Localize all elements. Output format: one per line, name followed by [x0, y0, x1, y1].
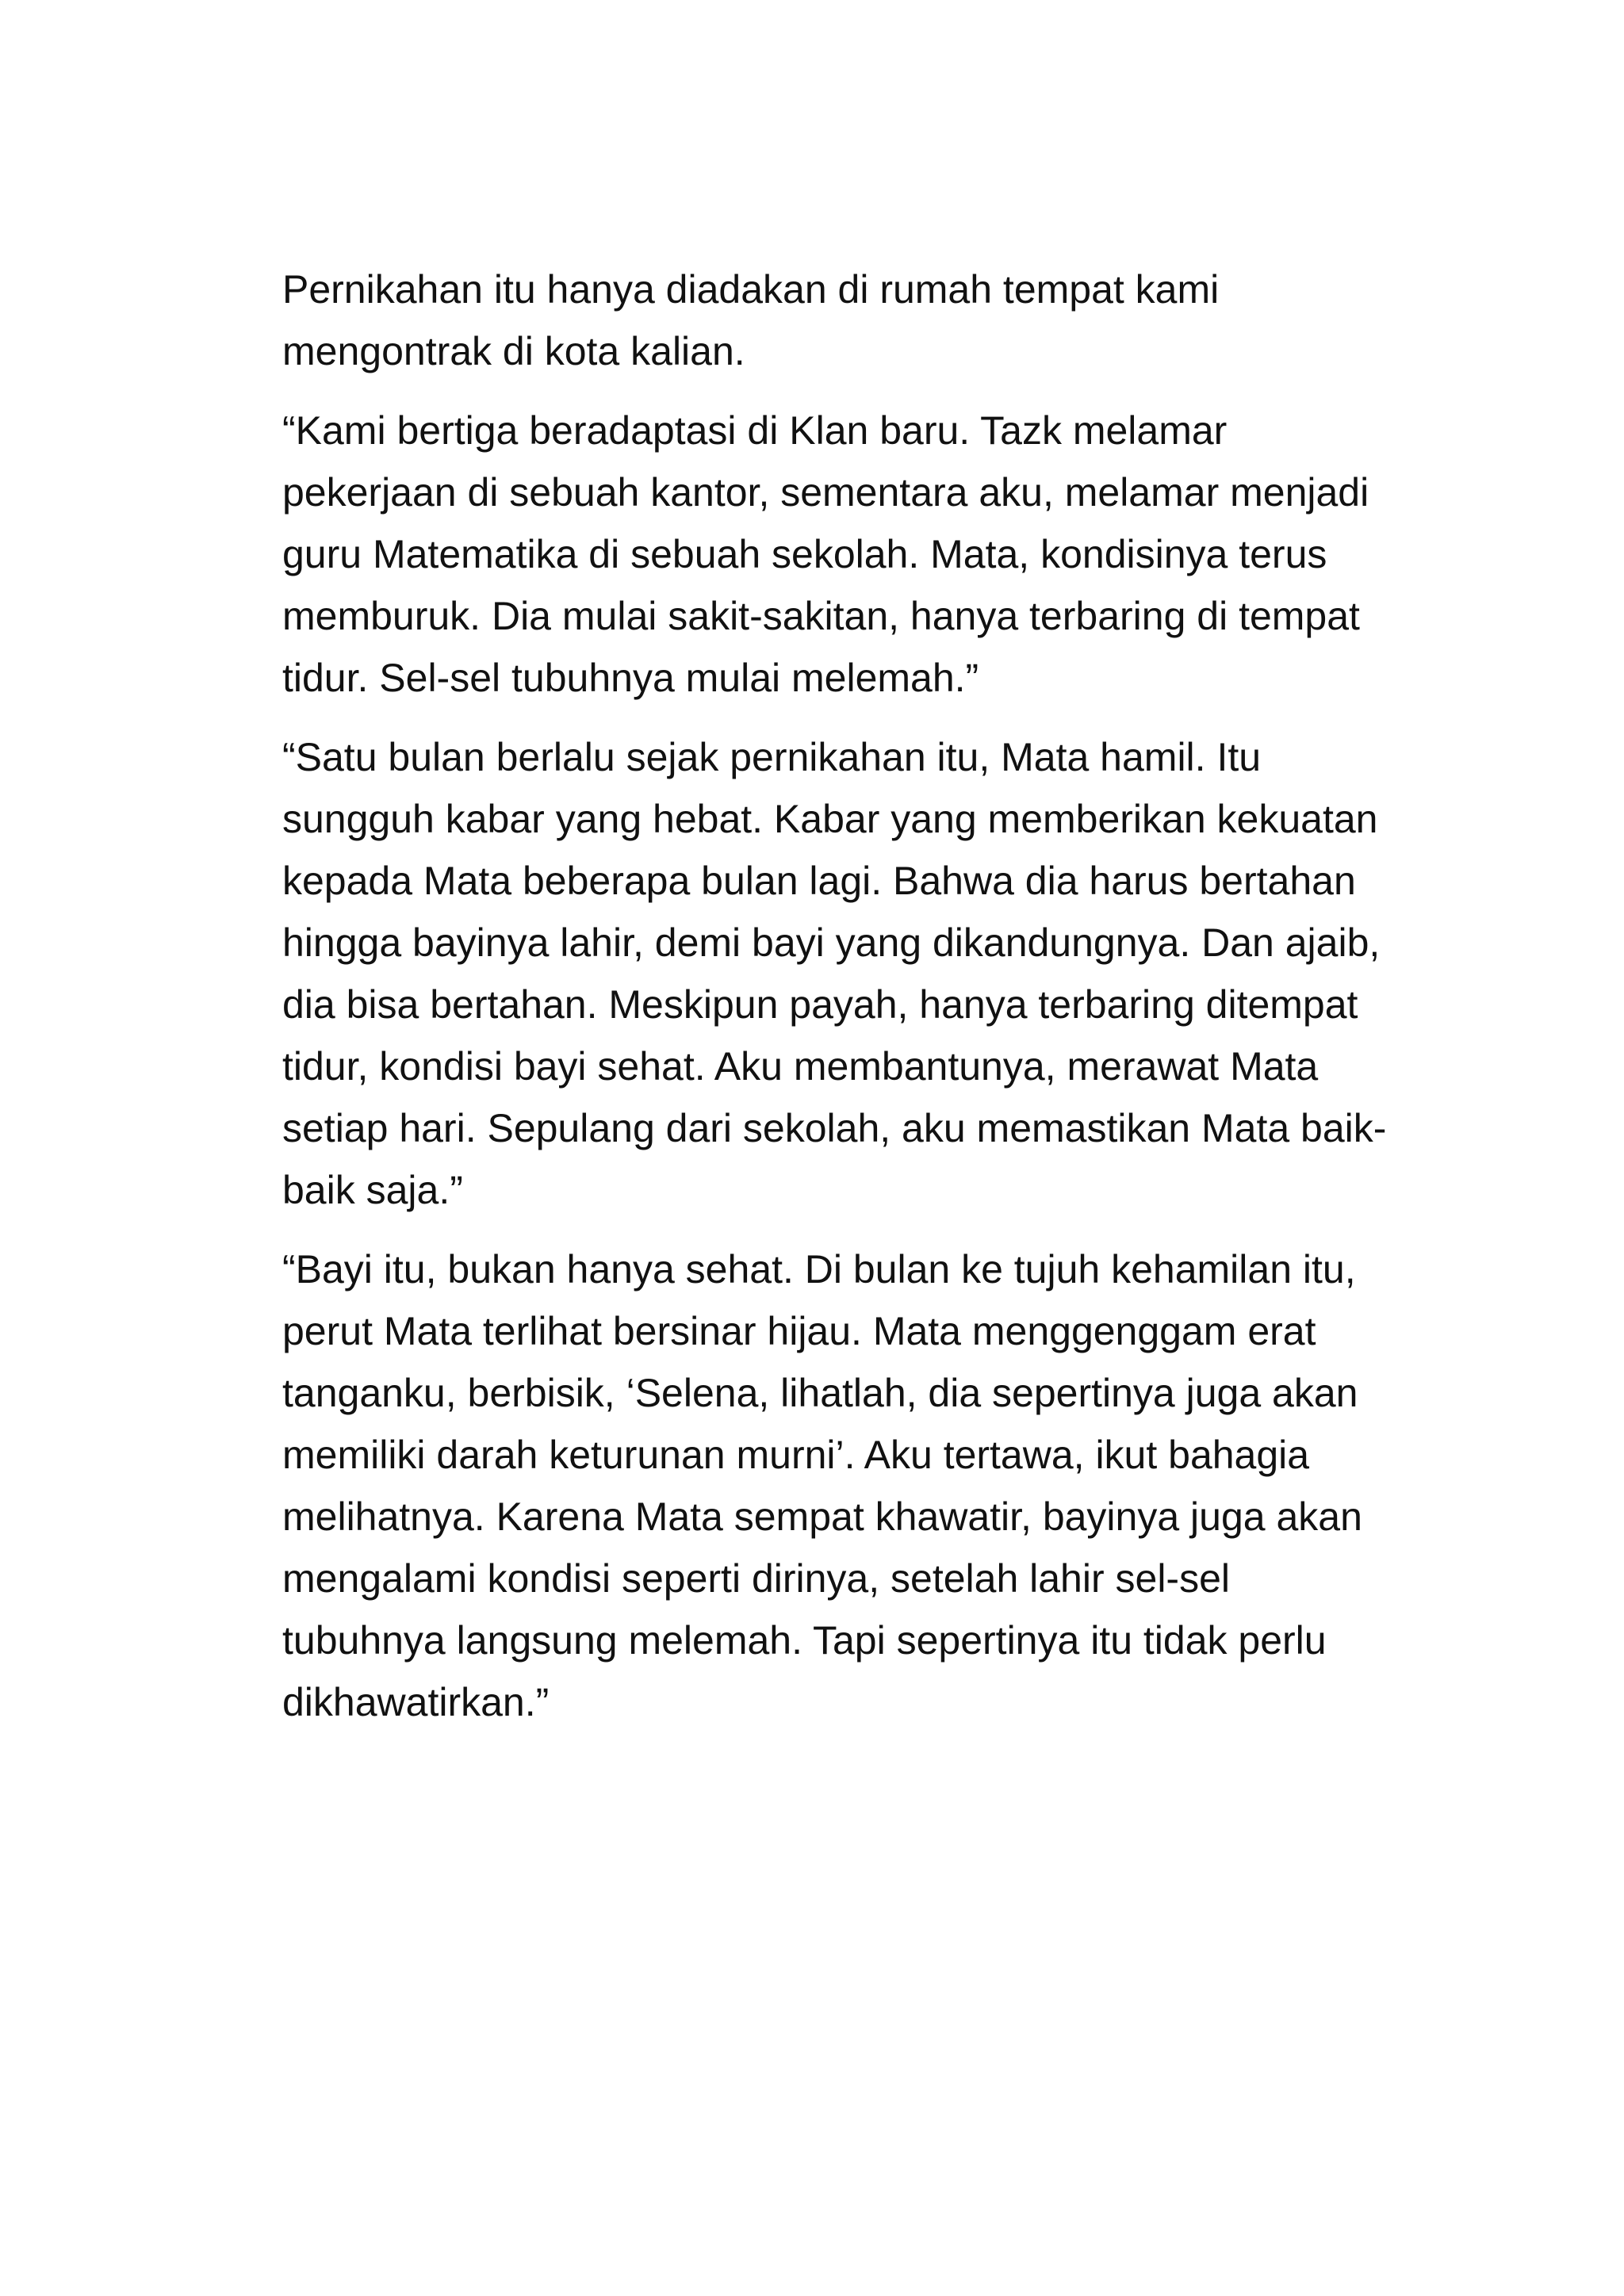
paragraph-3: “Satu bulan berlalu sejak pernikahan itu, Mata hamil. Itu sungguh kabar yang hebat. Kabar yang memberikan kekuatan kepada Mata beberapa bulan lagi. Bahwa dia harus bertahan hingga bayinya lahir, demi bayi yang dikandungnya. Dan ajaib, dia bisa bertahan. Meskipun payah, hanya terbaring ditempat tidur, kondisi bayi sehat. Aku membantunya, merawat Mata setiap hari. Sepulang dari sekolah, aku memastikan Mata baik-baik saja.” — [282, 735, 1387, 1212]
paragraph-4: “Bayi itu, bukan hanya sehat. Di bulan ke tujuh kehamilan itu, perut Mata terlihat bersinar hijau. Mata menggenggam erat tanganku, berbisik, ‘Selena, lihatlah, dia sepertinya juga akan memiliki darah keturunan murni’. Aku tertawa, ikut bahagia melihatnya. Karena Mata sempat khawatir, bayinya juga akan mengalami kondisi seperti dirinya, setelah lahir sel-sel tubuhnya langsung melemah. Tapi sepertinya itu tidak perlu dikhawatirkan.” — [282, 1247, 1362, 1724]
paragraph-2: “Kami bertiga beradaptasi di Klan baru. Tazk melamar pekerjaan di sebuah kantor, sementara aku, melamar menjadi guru Matematika di sebuah sekolah. Mata, kondisinya terus memburuk. Dia mulai sakit-sakitan, hanya terbaring di tempat tidur. Sel-sel tubuhnya mulai melemah.” — [282, 408, 1369, 700]
paragraph-1: Pernikahan itu hanya diadakan di rumah tempat kami mengontrak di kota kalian. — [282, 267, 1220, 373]
body-text — [282, 258, 1392, 1751]
